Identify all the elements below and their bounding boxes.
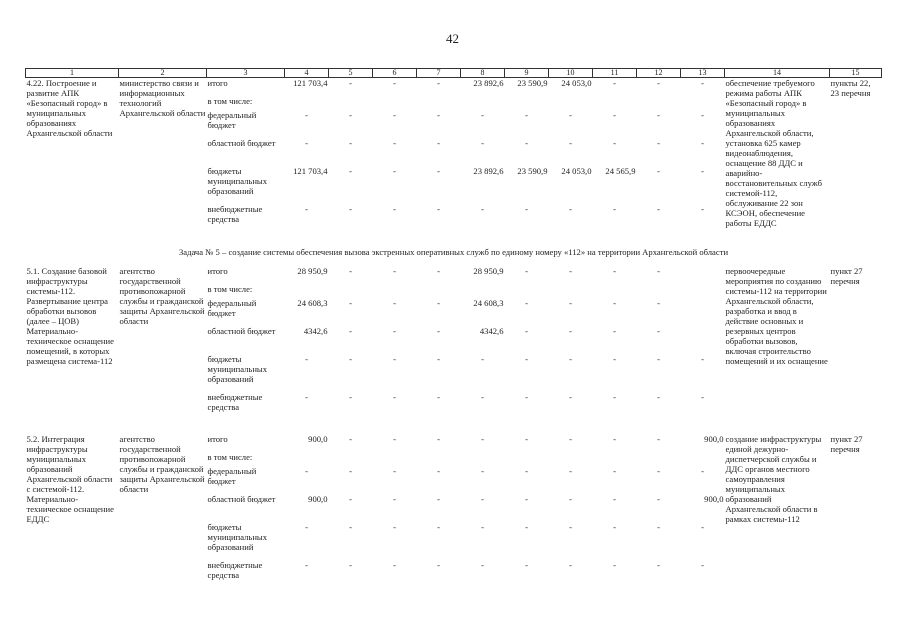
value-cell: -	[613, 559, 616, 570]
page-number: 42	[446, 31, 459, 46]
value-cell: -	[569, 109, 572, 120]
value-cell: 23 590,9	[517, 165, 548, 176]
value-cell: -	[657, 78, 660, 88]
value-cell: -	[305, 137, 308, 148]
value-cell: -	[393, 465, 396, 476]
value-cell: -	[349, 353, 352, 364]
value-cell: -	[525, 297, 528, 308]
funding-source-label: областной бюджет	[207, 325, 276, 336]
value-cell: -	[657, 521, 660, 532]
funding-source-label: в том числе:	[207, 95, 253, 106]
value-cell: -	[393, 521, 396, 532]
value-cell: -	[349, 78, 352, 88]
column-header: 12	[637, 69, 681, 78]
value-cell: -	[701, 559, 704, 570]
funding-source-label: внебюджетные средства	[207, 559, 263, 580]
value-cell: -	[437, 559, 440, 570]
funding-source-label: бюджеты муниципальных образований	[207, 165, 267, 196]
value-cell: -	[701, 353, 704, 364]
value-cell: -	[525, 265, 528, 276]
value-cell: -	[657, 325, 660, 336]
value-cell: 900,0	[704, 433, 724, 444]
column-header: 8	[461, 69, 505, 78]
value-cell: -	[305, 353, 308, 364]
column-header: 7	[417, 69, 461, 78]
measure-result: обеспечение требуемого режима работы АПК «Безопасный город» в муниципальных образованиях Архангельской области, установка 625 камер видеонаблюдения, оснащение 88 ДДС и аварийно-восстановительных служб системой-112, обслуживание 22 зон КСЭОН, обеспечение работы ЕДДС	[725, 78, 822, 228]
value-cell: -	[701, 137, 704, 148]
value-cell: -	[349, 109, 352, 120]
value-cell: -	[349, 165, 352, 176]
value-cell: -	[305, 109, 308, 120]
value-cell: -	[701, 203, 704, 214]
value-cell: -	[437, 203, 440, 214]
value-cell: -	[349, 521, 352, 532]
value-cell: -	[305, 559, 308, 570]
value-cell: -	[569, 265, 572, 276]
value-cell: -	[349, 493, 352, 504]
value-cell: -	[393, 559, 396, 570]
table-row	[26, 266, 882, 284]
value-cell: -	[481, 353, 484, 364]
measure-executor: агентство государственной противопожарной службы и гражданской защиты Архангельской области	[119, 433, 205, 494]
column-header: 3	[207, 69, 285, 78]
value-cell: -	[657, 465, 660, 476]
value-cell: -	[393, 265, 396, 276]
value-cell: -	[701, 165, 704, 176]
value-cell: -	[349, 325, 352, 336]
value-cell: -	[305, 203, 308, 214]
value-cell	[593, 284, 637, 298]
value-cell: -	[613, 433, 616, 444]
value-cell: -	[569, 325, 572, 336]
measure-executor: министерство связи и информационных технологий Архангельской области	[119, 78, 206, 118]
value-cell: -	[349, 297, 352, 308]
value-cell: -	[569, 433, 572, 444]
value-cell: -	[613, 353, 616, 364]
value-cell: -	[481, 493, 484, 504]
value-cell: -	[525, 391, 528, 402]
value-cell: -	[349, 203, 352, 214]
column-header: 4	[285, 69, 329, 78]
value-cell: -	[437, 78, 440, 88]
value-cell: -	[349, 433, 352, 444]
value-cell: -	[525, 137, 528, 148]
funding-source-label: итого	[207, 265, 228, 276]
value-cell	[681, 452, 725, 466]
value-cell: -	[437, 465, 440, 476]
value-cell: -	[613, 297, 616, 308]
column-header: 5	[329, 69, 373, 78]
value-cell: -	[393, 109, 396, 120]
value-cell: -	[525, 109, 528, 120]
value-cell: -	[701, 391, 704, 402]
value-cell	[417, 96, 461, 110]
value-cell: -	[613, 265, 616, 276]
value-cell: -	[569, 353, 572, 364]
value-cell: -	[657, 203, 660, 214]
value-cell: -	[701, 465, 704, 476]
value-cell: -	[481, 559, 484, 570]
value-cell: 121 703,4	[293, 165, 328, 176]
value-cell	[329, 284, 373, 298]
value-cell: -	[657, 433, 660, 444]
funding-source-label: итого	[207, 78, 228, 88]
value-cell: 121 703,4	[293, 78, 328, 88]
value-cell: -	[525, 559, 528, 570]
value-cell: -	[349, 465, 352, 476]
value-cell: -	[481, 433, 484, 444]
value-cell: -	[569, 521, 572, 532]
value-cell	[681, 298, 725, 326]
task-heading: Задача № 5 – создание системы обеспечения вызова экстренных оперативных служб по единому номеру «112» на территории Архангельской области	[178, 246, 729, 257]
funding-source-label: в том числе:	[207, 283, 253, 294]
value-cell: -	[569, 559, 572, 570]
funding-source-label: в том числе:	[207, 451, 253, 462]
value-cell: 28 950,9	[473, 265, 504, 276]
value-cell: -	[437, 297, 440, 308]
value-cell: -	[525, 465, 528, 476]
value-cell: -	[481, 109, 484, 120]
value-cell	[681, 266, 725, 284]
value-cell	[329, 96, 373, 110]
column-header: 14	[725, 69, 830, 78]
value-cell: -	[613, 203, 616, 214]
value-cell: -	[437, 353, 440, 364]
value-cell: -	[393, 493, 396, 504]
spacer-row	[26, 426, 882, 434]
value-cell: -	[525, 353, 528, 364]
value-cell: -	[613, 521, 616, 532]
value-cell	[505, 96, 549, 110]
value-cell: 28 950,9	[297, 265, 328, 276]
value-cell	[461, 284, 505, 298]
value-cell: -	[393, 78, 396, 88]
value-cell: -	[701, 521, 704, 532]
value-cell: -	[525, 203, 528, 214]
value-cell: 24 608,3	[297, 297, 328, 308]
value-cell	[549, 96, 593, 110]
value-cell: -	[657, 297, 660, 308]
value-cell: 23 590,9	[517, 78, 548, 88]
value-cell	[637, 284, 681, 298]
value-cell: -	[393, 203, 396, 214]
funding-source-label: внебюджетные средства	[207, 203, 263, 224]
value-cell: -	[569, 465, 572, 476]
value-cell: -	[481, 521, 484, 532]
value-cell	[637, 452, 681, 466]
value-cell: -	[481, 465, 484, 476]
value-cell: -	[569, 203, 572, 214]
value-cell: -	[701, 78, 704, 88]
value-cell: 900,0	[704, 493, 724, 504]
column-header: 10	[549, 69, 593, 78]
value-cell	[593, 452, 637, 466]
value-cell: -	[613, 465, 616, 476]
value-cell	[549, 284, 593, 298]
measure-title: 5.2. Интеграция инфраструктуры муниципальных образований Архангельской области с системой-112. Материально-техническое оснащение ЕДДС	[26, 433, 114, 524]
value-cell: -	[525, 325, 528, 336]
value-cell	[461, 96, 505, 110]
funding-source-label: федеральный бюджет	[207, 109, 257, 130]
value-cell	[681, 96, 725, 110]
value-cell: -	[613, 109, 616, 120]
value-cell: -	[393, 137, 396, 148]
value-cell: -	[437, 391, 440, 402]
value-cell	[505, 284, 549, 298]
value-cell: -	[437, 521, 440, 532]
funding-source-label: внебюджетные средства	[207, 391, 263, 412]
value-cell: -	[657, 137, 660, 148]
funding-source-label: федеральный бюджет	[207, 297, 257, 318]
funding-source-label: итого	[207, 433, 228, 444]
value-cell: -	[657, 353, 660, 364]
program-table	[25, 68, 882, 594]
value-cell: 24 053,0	[561, 78, 592, 88]
measure-title: 5.1. Создание базовой инфраструктуры системы-112. Развертывание центра обработки вызовов (далее – ЦОВ) Материально-техническое оснащение помещений, в которых размещена система-112	[26, 265, 114, 366]
value-cell: 900,0	[308, 493, 328, 504]
value-cell: -	[481, 137, 484, 148]
value-cell: -	[305, 465, 308, 476]
column-header: 1	[26, 69, 119, 78]
value-cell: -	[613, 391, 616, 402]
value-cell: -	[657, 109, 660, 120]
value-cell	[285, 96, 329, 110]
value-cell: -	[437, 137, 440, 148]
value-cell: -	[393, 391, 396, 402]
measure-executor: агентство государственной противопожарной службы и гражданской защиты Архангельской области	[119, 265, 205, 326]
value-cell: -	[657, 391, 660, 402]
value-cell	[681, 326, 725, 354]
value-cell	[285, 284, 329, 298]
value-cell	[329, 452, 373, 466]
value-cell: -	[393, 353, 396, 364]
value-cell	[417, 284, 461, 298]
value-cell: -	[525, 521, 528, 532]
value-cell: -	[569, 493, 572, 504]
header-row	[26, 69, 882, 78]
table-row	[26, 434, 882, 452]
value-cell: 24 565,9	[605, 165, 636, 176]
value-cell: 900,0	[308, 433, 328, 444]
value-cell: 23 892,6	[473, 165, 504, 176]
value-cell: -	[437, 165, 440, 176]
measure-result: первоочередные мероприятия по созданию системы-112 на территории Архангельской области, разработка и ввод в действие основных и резервных центров обработки вызовов, включая строительство помещений и их оснащение	[725, 265, 828, 366]
value-cell: -	[393, 433, 396, 444]
value-cell	[593, 96, 637, 110]
table-row	[26, 78, 882, 96]
value-cell: -	[569, 137, 572, 148]
funding-source-label: областной бюджет	[207, 493, 276, 504]
value-cell: -	[393, 325, 396, 336]
value-cell: -	[305, 521, 308, 532]
value-cell: 23 892,6	[473, 78, 504, 88]
value-cell: -	[613, 78, 616, 88]
measure-result: создание инфраструктуры единой дежурно-диспетчерской службы и ДДС органов местного самоуправления муниципальных образований Архангельской области в рамках системы-112	[725, 433, 822, 524]
value-cell: -	[481, 203, 484, 214]
column-header: 2	[119, 69, 207, 78]
value-cell: -	[349, 265, 352, 276]
value-cell	[373, 96, 417, 110]
value-cell: -	[657, 493, 660, 504]
value-cell: 24 053,0	[561, 165, 592, 176]
value-cell: -	[657, 559, 660, 570]
value-cell: -	[437, 109, 440, 120]
value-cell: -	[525, 493, 528, 504]
value-cell	[505, 452, 549, 466]
value-cell: -	[657, 265, 660, 276]
value-cell: -	[613, 325, 616, 336]
funding-source-label: бюджеты муниципальных образований	[207, 353, 267, 384]
column-header: 9	[505, 69, 549, 78]
value-cell	[681, 284, 725, 298]
value-cell	[373, 452, 417, 466]
value-cell: -	[437, 325, 440, 336]
value-cell: -	[349, 137, 352, 148]
measure-reference: пункт 27 перечня	[830, 433, 863, 454]
column-header: 6	[373, 69, 417, 78]
value-cell: -	[349, 559, 352, 570]
value-cell: -	[349, 391, 352, 402]
measure-reference: пункт 27 перечня	[830, 265, 863, 286]
value-cell: -	[613, 137, 616, 148]
value-cell: -	[481, 391, 484, 402]
value-cell: -	[613, 493, 616, 504]
value-cell: -	[437, 265, 440, 276]
value-cell	[285, 452, 329, 466]
value-cell: -	[569, 297, 572, 308]
value-cell: 24 608,3	[473, 297, 504, 308]
value-cell: -	[437, 433, 440, 444]
value-cell: -	[701, 109, 704, 120]
task-row	[26, 238, 882, 266]
value-cell: 4342,6	[303, 325, 328, 336]
value-cell: -	[525, 433, 528, 444]
column-header: 13	[681, 69, 725, 78]
value-cell: -	[569, 391, 572, 402]
value-cell	[637, 96, 681, 110]
funding-source-label: областной бюджет	[207, 137, 276, 148]
funding-source-label: федеральный бюджет	[207, 465, 257, 486]
value-cell	[417, 452, 461, 466]
value-cell: -	[393, 297, 396, 308]
value-cell	[461, 452, 505, 466]
measure-reference: пункты 22, 23 перечня	[830, 78, 871, 98]
value-cell: -	[657, 165, 660, 176]
value-cell	[549, 452, 593, 466]
column-header: 15	[830, 69, 882, 78]
spacer-cell	[26, 426, 882, 434]
funding-source-label: бюджеты муниципальных образований	[207, 521, 267, 552]
value-cell: 4342,6	[479, 325, 504, 336]
value-cell: -	[437, 493, 440, 504]
value-cell	[373, 284, 417, 298]
value-cell: -	[393, 165, 396, 176]
column-header: 11	[593, 69, 637, 78]
value-cell: -	[305, 391, 308, 402]
measure-title: 4.22. Построение и развитие АПК «Безопасный город» в муниципальных образованиях Архангельской области	[26, 78, 113, 138]
